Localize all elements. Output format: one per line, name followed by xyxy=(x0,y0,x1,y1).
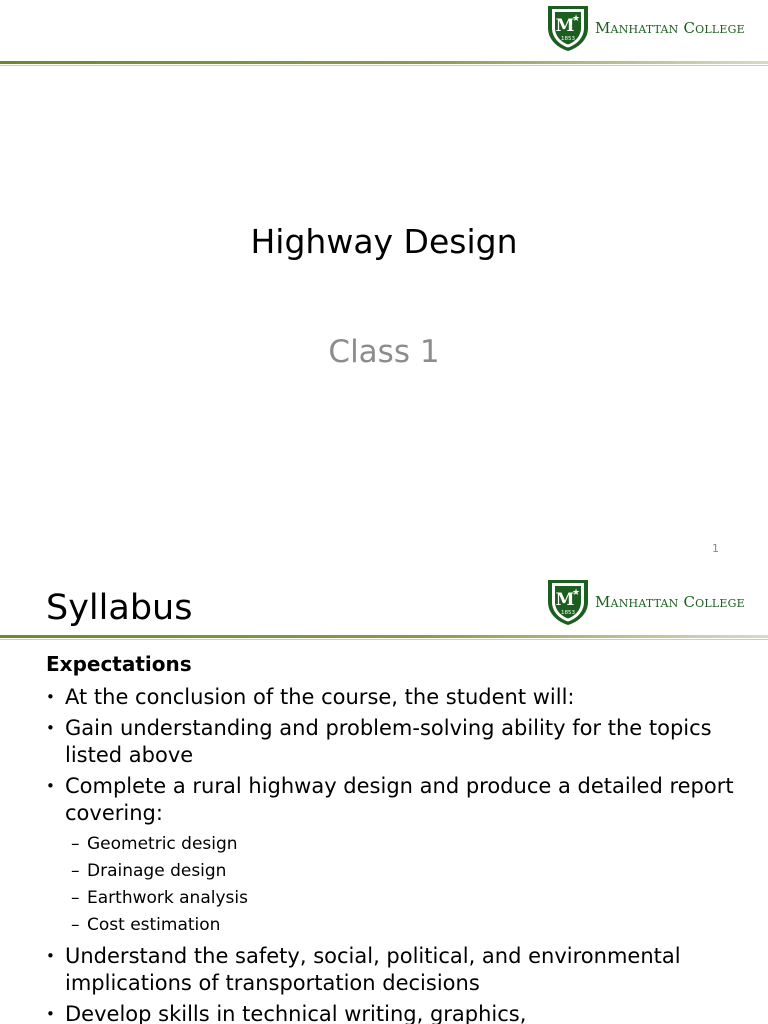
dash-icon: – xyxy=(71,861,80,881)
bullet-icon: • xyxy=(46,777,55,795)
bullet-icon: • xyxy=(46,719,55,737)
section-heading: Expectations xyxy=(46,652,192,676)
college-wordmark xyxy=(595,18,745,37)
list-item-text: Complete a rural highway design and produce a detailed report covering: xyxy=(65,774,734,825)
shield-icon xyxy=(545,578,591,626)
page-number: 1 xyxy=(712,542,719,555)
college-wordmark-text: Manhattan College xyxy=(595,592,745,611)
list-item xyxy=(46,715,746,769)
shield-icon xyxy=(545,4,591,52)
list-item xyxy=(46,684,746,711)
bullet-icon: • xyxy=(46,947,55,965)
list-item-text: Understand the safety, social, political, and environmental implications of transportation decisions xyxy=(65,944,681,995)
shield-year: 1853 xyxy=(561,36,575,42)
sub-list-item xyxy=(65,858,746,885)
svg-text:★: ★ xyxy=(571,588,581,598)
slide-2 xyxy=(0,576,768,1024)
bullet-icon: • xyxy=(46,1005,55,1023)
bullet-icon: • xyxy=(46,688,55,706)
list-item xyxy=(46,773,746,939)
sub-list-item xyxy=(65,831,746,858)
header-rule xyxy=(0,61,768,64)
shield-letter: M xyxy=(555,590,575,610)
sub-list-item-text: Cost estimation xyxy=(87,915,221,935)
slide-title: Syllabus xyxy=(46,588,193,628)
dash-icon: – xyxy=(71,834,80,854)
slide-subtitle: Class 1 xyxy=(328,334,440,370)
sub-list-item xyxy=(65,885,746,912)
sub-list-item-text: Earthwork analysis xyxy=(87,888,248,908)
list-item xyxy=(46,943,746,997)
college-logo xyxy=(545,4,745,52)
shield-year: 1853 xyxy=(561,610,575,616)
list-item-text: At the conclusion of the course, the student will: xyxy=(65,685,575,709)
shield-letter: M xyxy=(555,16,575,36)
sub-list-item xyxy=(65,912,746,939)
list-item-text: Develop skills in technical writing, graphics, xyxy=(65,1002,527,1024)
sub-list xyxy=(65,831,746,939)
college-logo xyxy=(545,578,745,626)
college-wordmark xyxy=(595,592,745,611)
slide-title: Highway Design xyxy=(250,222,518,261)
expectations-list xyxy=(46,684,746,1024)
sub-list-item-text: Drainage design xyxy=(87,861,227,881)
list-item-text: Gain understanding and problem-solving ability for the topics listed above xyxy=(65,716,712,767)
dash-icon: – xyxy=(71,915,80,935)
sub-list-item-text: Geometric design xyxy=(87,834,238,854)
dash-icon: – xyxy=(71,888,80,908)
header-rule xyxy=(0,635,768,638)
svg-text:★: ★ xyxy=(571,14,581,24)
college-wordmark-text: Manhattan College xyxy=(595,18,745,37)
list-item xyxy=(46,1001,746,1024)
header-rule-thin xyxy=(0,639,768,640)
header-rule-thin xyxy=(0,65,768,66)
